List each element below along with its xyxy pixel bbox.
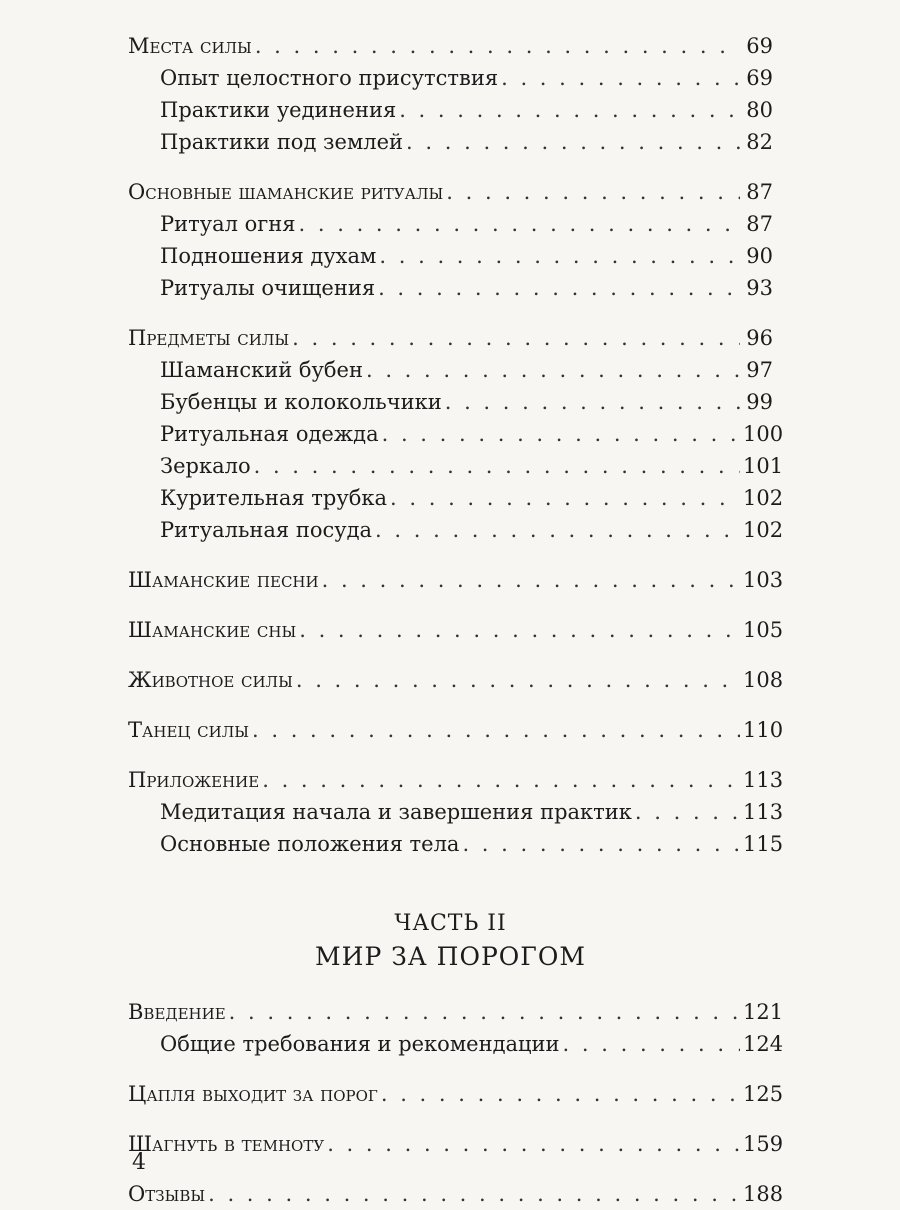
toc-entry-page: 82 <box>746 130 773 154</box>
toc-entry-page: 103 <box>743 568 784 592</box>
toc-entry-title: Зеркало <box>160 454 251 478</box>
dot-leader <box>635 796 740 828</box>
toc-entry-title: Шаманские песни <box>128 568 319 592</box>
toc-entry <box>128 240 773 272</box>
toc-entry <box>128 664 784 696</box>
toc-entry-page: 69 <box>746 34 773 58</box>
toc-entry-title: Ритуал огня <box>160 212 296 236</box>
toc-entry-title: Бубенцы и колокольчики <box>160 390 442 414</box>
dot-leader <box>299 208 740 240</box>
toc-part-1 <box>128 30 784 860</box>
toc-entry-title: Медитация начала и завершения практик <box>160 800 632 824</box>
toc-entry-title: Ритуальная одежда <box>160 422 379 446</box>
dot-leader <box>390 482 740 514</box>
toc-entry-page: 100 <box>743 422 784 446</box>
toc-entry-title: Общие требования и рекомендации <box>160 1032 560 1056</box>
toc-entry-title: Ритуальная посуда <box>160 518 373 542</box>
toc-entry-title: Шагнуть в темноту <box>128 1132 325 1156</box>
toc-entry-page: 113 <box>743 768 784 792</box>
toc-entry <box>128 1078 784 1110</box>
toc-part-2 <box>128 996 784 1210</box>
dot-leader <box>229 996 740 1028</box>
part-heading <box>128 908 773 974</box>
dot-leader <box>254 450 740 482</box>
toc-entry-title: Цапля выходит за порог <box>128 1082 378 1106</box>
toc-entry-page: 93 <box>746 276 773 300</box>
toc-entry-page: 80 <box>746 98 773 122</box>
toc-entry-page: 69 <box>746 66 773 90</box>
toc-entry-title: Шаманские сны <box>128 618 297 642</box>
toc-entry <box>128 614 784 646</box>
toc-entry-title: Ритуалы очищения <box>160 276 376 300</box>
toc-entry <box>128 514 784 546</box>
toc-entry-title: Шаманский бубен <box>160 358 363 382</box>
dot-leader <box>406 126 740 158</box>
dot-leader <box>327 1128 740 1160</box>
toc-entry-title: Введение <box>128 1000 226 1024</box>
dot-leader <box>462 828 740 860</box>
toc-entry-page: 96 <box>746 326 773 350</box>
toc-entry-page: 90 <box>746 244 773 268</box>
toc-entry <box>128 94 773 126</box>
toc-entry-page: 124 <box>743 1032 784 1056</box>
dot-leader <box>382 418 740 450</box>
toc-entry <box>128 996 784 1028</box>
toc-entry <box>128 322 773 354</box>
toc-entry <box>128 272 773 304</box>
dot-leader <box>255 30 740 62</box>
toc-entry <box>128 1128 784 1160</box>
toc-entry-page: 113 <box>743 800 784 824</box>
toc-entry-title: Животное силы <box>128 668 293 692</box>
toc-entry-title: Практики под землей <box>160 130 404 154</box>
dot-leader <box>262 764 740 796</box>
toc-entry <box>128 208 773 240</box>
toc-entry <box>128 1178 784 1210</box>
toc-entry <box>128 354 773 386</box>
dot-leader <box>322 564 740 596</box>
toc-entry-page: 121 <box>743 1000 784 1024</box>
toc-entry-title: Предметы силы <box>128 326 290 350</box>
toc-entry-page: 102 <box>743 486 784 510</box>
toc-entry-title: Основные положения тела <box>160 832 460 856</box>
dot-leader <box>381 1078 740 1110</box>
toc-entry <box>128 482 784 514</box>
table-of-contents <box>128 30 784 1210</box>
part-label: ЧАСТЬ II <box>394 911 507 936</box>
toc-entry-page: 188 <box>743 1182 784 1206</box>
toc-entry <box>128 450 784 482</box>
dot-leader <box>208 1178 740 1210</box>
toc-entry-page: 99 <box>746 390 773 414</box>
dot-leader <box>445 386 740 418</box>
toc-entry-page: 115 <box>743 832 784 856</box>
toc-entry <box>128 386 773 418</box>
toc-entry-page: 87 <box>746 212 773 236</box>
dot-leader <box>378 272 740 304</box>
toc-entry-title: Подношения духам <box>160 244 377 268</box>
toc-entry-title: Практики уединения <box>160 98 397 122</box>
dot-leader <box>563 1028 740 1060</box>
toc-entry-title: Основные шаманские ритуалы <box>128 180 444 204</box>
dot-leader <box>292 322 740 354</box>
toc-entry <box>128 1028 784 1060</box>
dot-leader <box>299 614 740 646</box>
toc-entry-page: 108 <box>743 668 784 692</box>
dot-leader <box>296 664 740 696</box>
toc-entry <box>128 176 773 208</box>
toc-entry <box>128 764 784 796</box>
toc-entry-page: 102 <box>743 518 784 542</box>
dot-leader <box>252 714 740 746</box>
toc-entry <box>128 62 773 94</box>
toc-entry-page: 110 <box>743 718 784 742</box>
toc-entry-title: Места силы <box>128 34 252 58</box>
toc-entry-page: 87 <box>746 180 773 204</box>
toc-entry-title: Курительная трубка <box>160 486 388 510</box>
dot-leader <box>399 94 740 126</box>
toc-entry-title: Опыт целостного присутствия <box>160 66 499 90</box>
toc-entry-page: 159 <box>743 1132 784 1156</box>
toc-entry-page: 101 <box>743 454 784 478</box>
toc-entry <box>128 126 773 158</box>
toc-entry-page: 105 <box>743 618 784 642</box>
toc-entry <box>128 418 784 450</box>
dot-leader <box>379 240 740 272</box>
toc-entry-title: Танец силы <box>128 718 249 742</box>
toc-entry <box>128 796 784 828</box>
dot-leader <box>446 176 740 208</box>
toc-entry <box>128 564 784 596</box>
part-title: МИР ЗА ПОРОГОМ <box>315 942 586 971</box>
toc-entry-page: 125 <box>743 1082 784 1106</box>
page-number: 4 <box>132 1150 146 1175</box>
dot-leader <box>366 354 740 386</box>
dot-leader <box>375 514 740 546</box>
toc-entry <box>128 828 784 860</box>
toc-entry-title: Приложение <box>128 768 260 792</box>
dot-leader <box>501 62 740 94</box>
toc-entry-page: 97 <box>746 358 773 382</box>
toc-entry <box>128 30 773 62</box>
toc-entry <box>128 714 784 746</box>
toc-entry-title: Отзывы <box>128 1182 206 1206</box>
